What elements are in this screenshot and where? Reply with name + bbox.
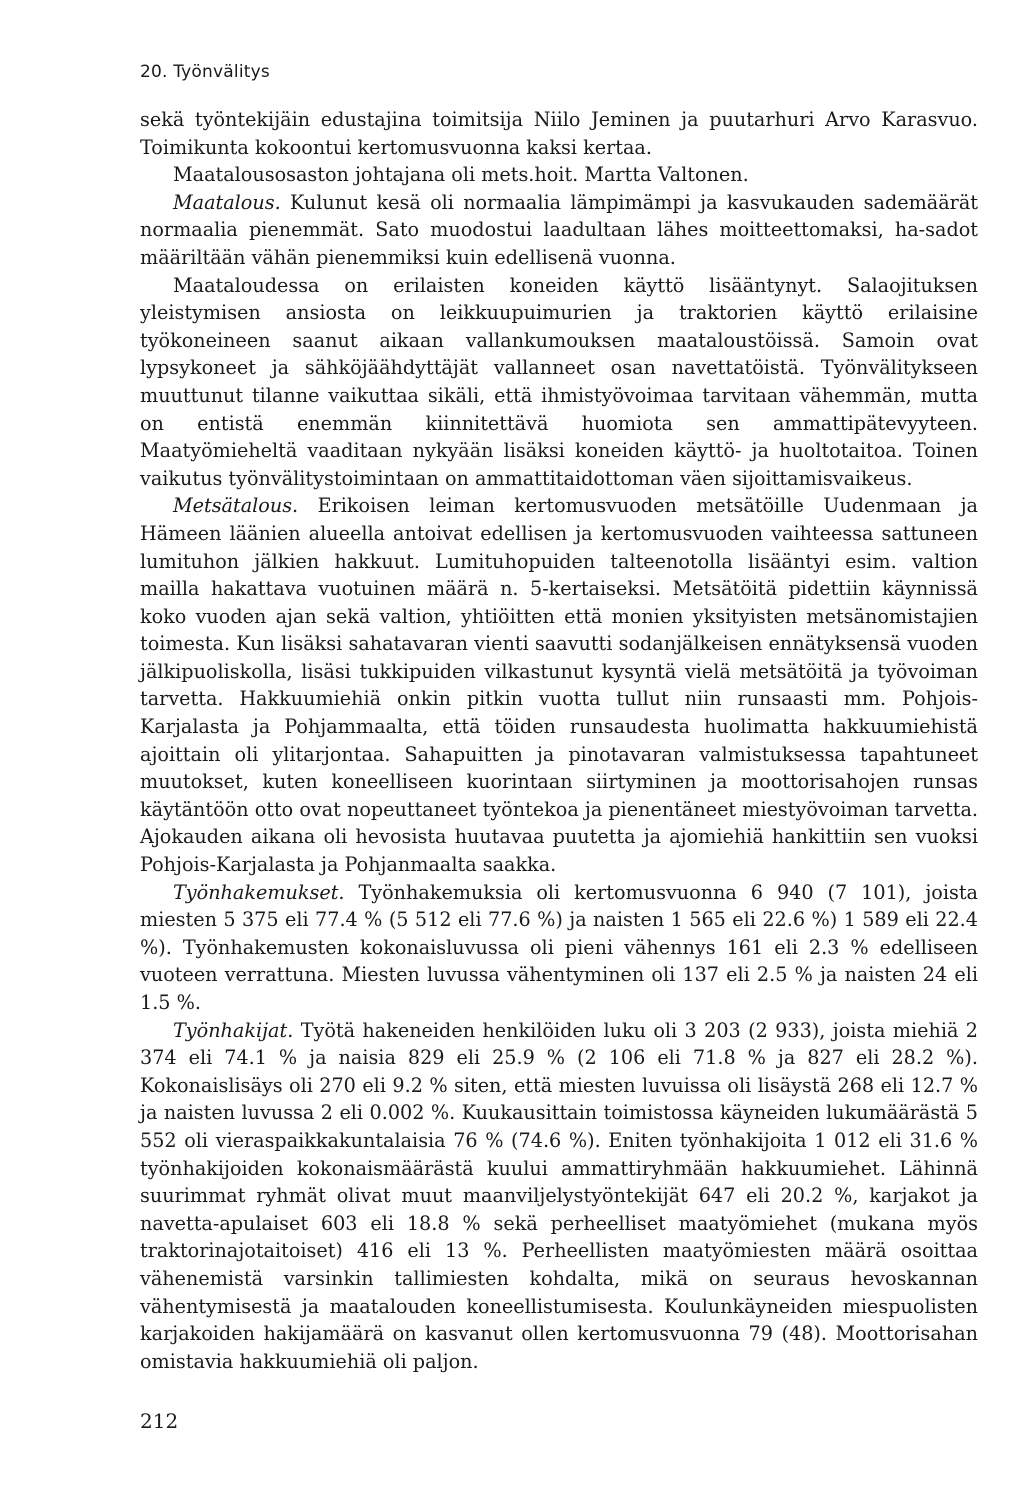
paragraph (140, 161, 978, 189)
running-header: 20. Työnvälitys (140, 62, 270, 82)
section-heading: Maatalous. (173, 190, 281, 214)
paragraph-text: Työnhakemuksia oli kertomusvuonna 6 940 (7 101), joista miesten 5 375 eli 77.4 % (5 512 eli 77.6 %) ja naisten 1 565 eli 22.6 %) 1 589 eli 22.4 %). Työnhakemusten kokonaisluvussa oli pieni vähennys 161 eli 2.3 % edelliseen vuoteen verrattuna. Miesten luvussa vähentyminen oli 137 eli 2.5 % ja naisten 24 eli 1.5 %. (140, 880, 978, 1014)
paragraph-text: Erikoisen leiman kertomusvuoden metsätöille Uudenmaan ja Hämeen läänien alueella antoivat edellisen ja kertomusvuoden vaihteessa sattuneen lumituhon jälkien hakkuut. Lumituhopuiden talteenotolla lisääntyi esim. valtion mailla hakattava vuotuinen määrä n. 5-kertaiseksi. Metsätöitä pidettiin käynnissä koko vuoden ajan sekä valtion, yhtiöitten että monien yksityisten metsänomistajien toimesta. Kun lisäksi sahatavaran vienti saavutti sodanjälkeisen ennätyksensä vuoden jälkipuoliskolla, lisäsi tukkipuiden vilkastunut kysyntä vielä metsätöitä ja työvoiman tarvetta. Hakkuumiehiä onkin pitkin vuotta tullut niin runsaasti mm. Pohjois-Karjalasta ja Pohjammaalta, että töiden runsaudesta huolimatta hakkuumiehistä ajoittain oli ylitarjontaa. Sahapuitten ja pinotavaran valmistuksessa tapahtuneet muutokset, kuten koneelliseen kuorintaan siirtyminen ja moottorisahojen runsas käytäntöön otto ovat nopeuttaneet työntekoa ja pienentäneet miestyövoiman tarvetta. Ajokauden aikana oli hevosista huutavaa puutetta ja ajomiehiä hankittiin sen vuoksi Pohjois-Karjalasta ja Pohjanmaalta saakka. (140, 494, 978, 877)
paragraph (140, 879, 978, 1017)
paragraph (140, 106, 978, 161)
paragraph (140, 492, 978, 878)
section-heading: Metsätalous. (173, 494, 299, 518)
paragraph-text: sekä työntekijäin edustajina toimitsija Niilo Jeminen ja puutarhuri Arvo Karasvuo. Toimikunta kokoontui kertomusvuonna kaksi kertaa. (140, 108, 978, 159)
paragraph-text: Työtä hakeneiden henkilöiden luku oli 3 203 (2 933), joista miehiä 2 374 eli 74.1 % ja naisia 829 eli 25.9 % (2 106 eli 71.8 % ja 827 eli 28.2 %). Kokonaislisäys oli 270 eli 9.2 % siten, että miesten luvuissa oli lisäystä 268 eli 12.7 % ja naisten luvussa 2 eli 0.002 %. Kuukausittain toimistossa käyneiden lukumäärästä 5 552 oli vieraspaikkakuntalaisia 76 % (74.6 %). Eniten työnhakijoita 1 012 eli 31.6 % työnhakijoiden kokonaismäärästä kuului ammattiryhmään hakkuumiehet. Lähinnä suurimmat ryhmät olivat muut maanviljelystyöntekijät 647 eli 20.2 %, karjakot ja navetta-apulaiset 603 eli 18.8 % sekä perheelliset maatyömiehet (mukana myös traktorinajotaitoiset) 416 eli 13 %. Perheellisten maatyömiesten määrä osoittaa vähenemistä varsinkin tallimiesten kohdalta, mikä on seuraus hevoskannan vähentymisestä ja maatalouden koneellistumisesta. Koulunkäyneiden miespuolisten karjakoiden hakijamäärä on kasvanut ollen kertomusvuonna 79 (48). Moottorisahan omistavia hakkuumiehiä oli paljon. (140, 1018, 978, 1373)
section-heading: Työnhakijat. (173, 1018, 294, 1042)
paragraph-text: Maatalousosaston johtajana oli mets.hoit. Martta Valtonen. (173, 163, 749, 187)
paragraph (140, 189, 978, 272)
paragraph-text: Kulunut kesä oli normaalia lämpimämpi ja kasvukauden sademäärät normaalia pienemmät. Sato muodostui laadultaan lähes moitteettomaksi, ha-sadot määriltään vähän pienemmiksi kuin edellisenä vuonna. (140, 190, 978, 269)
paragraph (140, 272, 978, 493)
paragraph (140, 1017, 978, 1376)
body-text (140, 106, 978, 1375)
paragraph-text: Maataloudessa on erilaisten koneiden käyttö lisääntynyt. Salaojituksen yleistymisen ansiosta on leikkuupuimurien ja traktorien käyttö erilaisine työkoneineen saanut aikaan vallankumouksen maataloustöissä. Samoin ovat lypsykoneet ja sähköjäähdyttäjät vallanneet osan navettatöistä. Työnvälitykseen muuttunut tilanne vaikuttaa sikäli, että ihmistyövoimaa tarvitaan vähemmän, mutta on entistä enemmän kiinnitettävä huomiota sen ammattipätevyyteen. Maatyömieheltä vaaditaan nykyään lisäksi koneiden käyttö- ja huoltotaitoa. Toinen vaikutus työnvälitystoimintaan on ammattitaidottoman väen sijoittamisvaikeus. (140, 273, 978, 490)
page-number: 212 (140, 1409, 179, 1433)
section-heading: Työnhakemukset. (173, 880, 345, 904)
